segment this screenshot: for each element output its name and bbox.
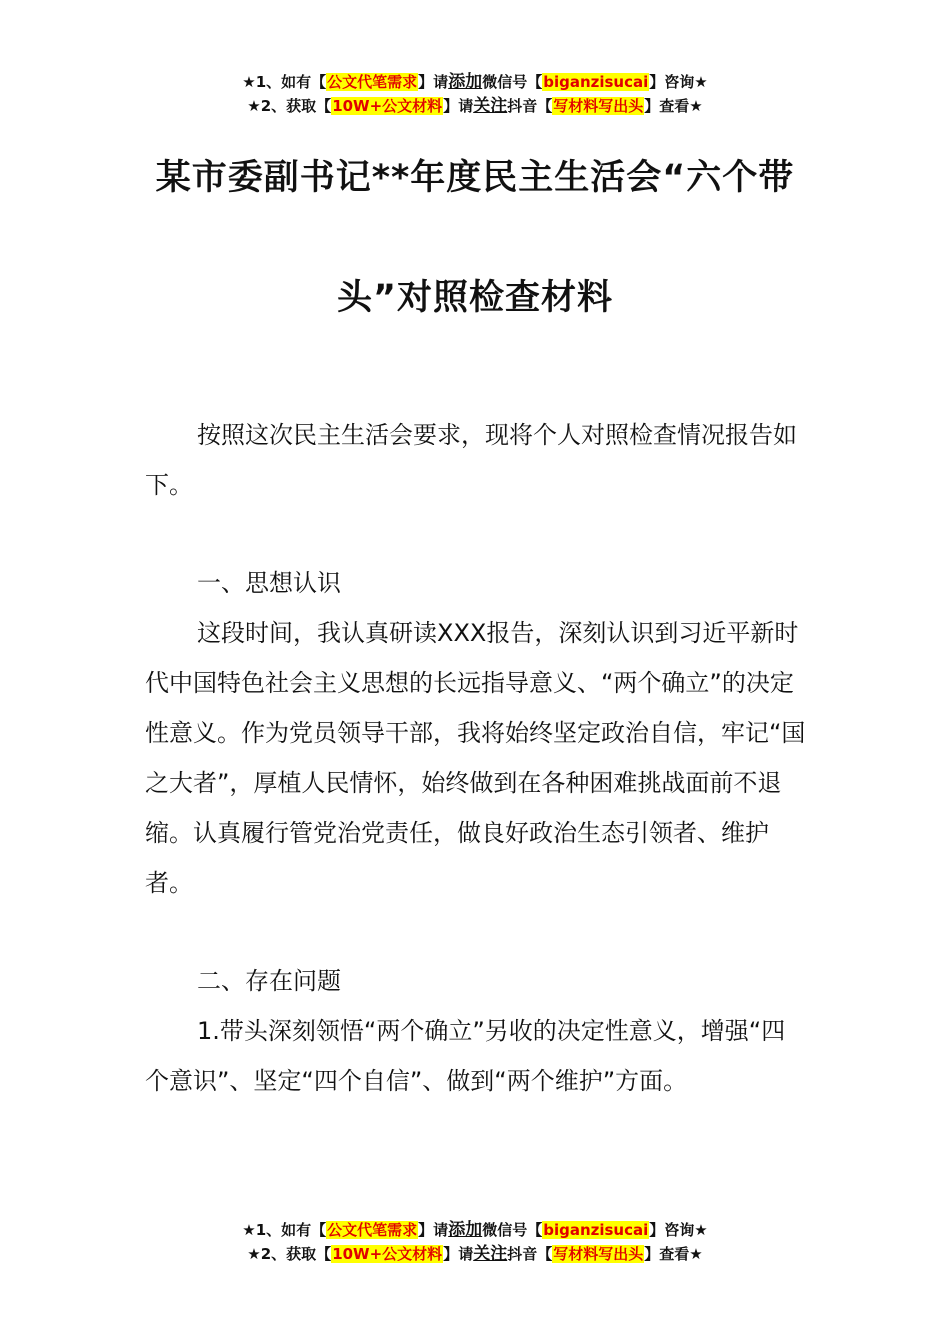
bottom-promo-banner (0, 1218, 950, 1266)
promo-highlight: biganzisucai (543, 1221, 649, 1239)
promo-line-2 (0, 94, 950, 118)
promo-text: 微信号【 (482, 1221, 543, 1239)
section-1-heading: 一、思想认识 (197, 569, 341, 597)
promo-underline: 添加 (448, 1220, 483, 1240)
promo-highlight: 公文代笔需求 (327, 1221, 418, 1239)
promo-line-1 (0, 70, 950, 94)
promo-text: 抖音【 (507, 1245, 553, 1263)
document-title-line-2: 头”对照检查材料 (336, 278, 613, 318)
top-promo-banner (0, 70, 950, 118)
promo-text: 】请 (443, 1245, 474, 1263)
promo-text: 】请 (418, 1221, 449, 1239)
promo-line-1 (0, 1218, 950, 1242)
promo-text: 】请 (443, 97, 474, 115)
section-2-paragraph: 1.带头深刻领悟“两个确立”另收的决定性意义，增强“四个意识”、坚定“四个自信”、做到“两个维护”方面。 (145, 1017, 786, 1095)
promo-text: ★2、获取【 (247, 1245, 332, 1263)
promo-text: ★1、如有【 (242, 73, 327, 91)
promo-text: ★1、如有【 (242, 1221, 327, 1239)
section-1-paragraph: 这段时间，我认真研读XXX报告，深刻认识到习近平新时代中国特色社会主义思想的长远指导意义、“两个确立”的决定性意义。作为党员领导干部，我将始终坚定政治自信，牢记“国之大者”，厚植人民情怀，始终做到在各种困难挑战面前不退缩。认真履行管党治党责任，做良好政治生态引领者、维护者。 (145, 619, 806, 897)
promo-line-2 (0, 1242, 950, 1266)
promo-highlight: 写材料写出头 (553, 1245, 644, 1263)
promo-underline: 关注 (473, 96, 508, 116)
promo-text: 】咨询★ (649, 73, 708, 91)
document-title-line-1: 某市委副书记**年度民主生活会“六个带 (155, 158, 795, 198)
promo-text: 】查看★ (644, 97, 703, 115)
promo-highlight: 10W+公文材料 (332, 1245, 443, 1263)
promo-highlight: 10W+公文材料 (332, 97, 443, 115)
promo-highlight: 公文代笔需求 (327, 73, 418, 91)
intro-paragraph: 按照这次民主生活会要求，现将个人对照检查情况报告如下。 (145, 421, 797, 499)
promo-underline: 关注 (473, 1244, 508, 1264)
promo-text: 】咨询★ (649, 1221, 708, 1239)
promo-text: 微信号【 (482, 73, 543, 91)
promo-underline: 添加 (448, 72, 483, 92)
promo-text: 抖音【 (507, 97, 553, 115)
promo-text: 】请 (418, 73, 449, 91)
promo-text: 】查看★ (644, 1245, 703, 1263)
promo-highlight: biganzisucai (543, 73, 649, 91)
promo-text: ★2、获取【 (247, 97, 332, 115)
section-2-heading: 二、存在问题 (197, 967, 341, 995)
promo-highlight: 写材料写出头 (553, 97, 644, 115)
